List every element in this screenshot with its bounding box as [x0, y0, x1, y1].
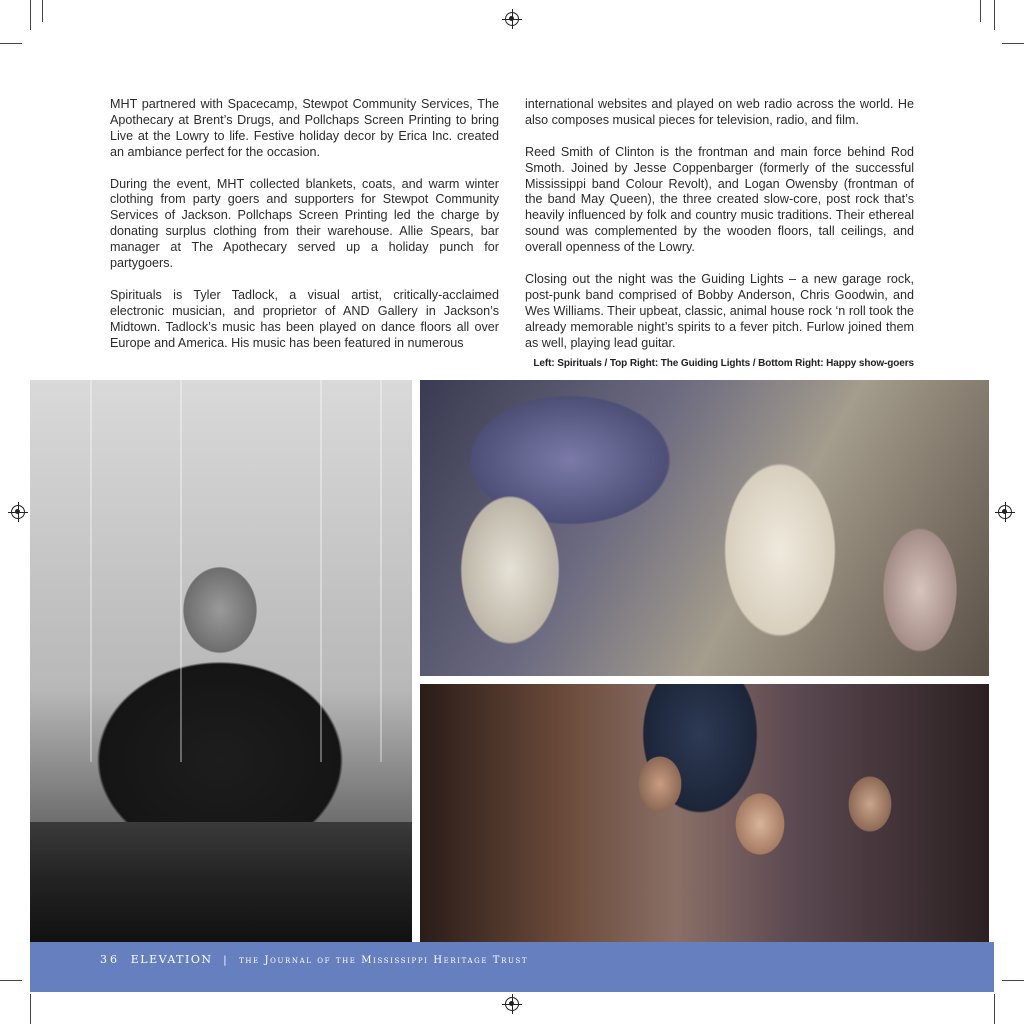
- crop-mark: [1002, 43, 1024, 44]
- footer-separator: |: [223, 955, 229, 966]
- paragraph: Closing out the night was the Guiding Lights – a new garage rock, post-punk band comprised of Bobby Anderson, Chris Goodwin, and Wes Williams. Their upbeat, classic, animal house rock ‘n roll took the already memorable night’s spirits to a fever pitch. Furlow joined them as well, playing lead guitar.: [525, 271, 914, 350]
- paragraph: During the event, MHT collected blankets, coats, and warm winter clothing from party goers and supporters for Stewpot Community Services of Jackson. Pollchaps Screen Printing led the charge by donating surplus clothing from their warehouse. Allie Spears, bar manager at The Apothecary served up a holiday punch for partygoers.: [110, 176, 499, 271]
- dj-equipment: [30, 822, 412, 942]
- photo-spirituals-dj: [30, 380, 412, 942]
- magazine-title: ELEVATION: [130, 953, 213, 966]
- paragraph: international websites and played on web radio across the world. He also composes musical pieces for television, radio, and film.: [525, 97, 914, 127]
- crop-mark: [1002, 980, 1024, 981]
- registration-mark-icon: [505, 12, 519, 26]
- photo-caption: Left: Spirituals / Top Right: The Guiding Lights / Bottom Right: Happy show-goers: [533, 358, 914, 369]
- crop-mark: [994, 994, 995, 1024]
- crop-mark: [30, 994, 31, 1024]
- crop-mark: [0, 980, 22, 981]
- journal-title: the Journal of the Mississippi Heritage Trust: [239, 955, 529, 966]
- photo-happy-show-goers: [420, 684, 989, 942]
- page-number: 36: [100, 953, 120, 966]
- registration-mark-icon: [505, 997, 519, 1011]
- crop-mark: [980, 0, 981, 22]
- registration-mark-icon: [11, 505, 25, 519]
- registration-mark-icon: [998, 505, 1012, 519]
- paragraph: MHT partnered with Spacecamp, Stewpot Community Services, The Apothecary at Brent’s Drugs, and Pollchaps Screen Printing to bring Live at the Lowry to life. Festive holiday decor by Erica Inc. created an ambiance perfect for the occasion.: [110, 97, 499, 159]
- photo-guiding-lights-band: [420, 380, 989, 676]
- crop-mark: [0, 43, 22, 44]
- paragraph: Spirituals is Tyler Tadlock, a visual artist, critically-acclaimed electronic musician, and proprietor of AND Gallery in Jackson’s Midtown. Tadlock’s music has been played on dance floors all over Europe and America. His music has been featured in numerous: [110, 287, 499, 350]
- crop-mark: [42, 0, 43, 22]
- paragraph: Reed Smith of Clinton is the frontman and main force behind Rod Smoth. Joined by Jesse Coppenbarger (formerly of the successful Mississippi band Colour Revolt), and Logan Owensby (frontman of the band May Queen), the three created slow-core, post rock that’s heavily influenced by folk and country music traditions. Their ethereal sound was complemented by the wooden floors, tall ceilings, and overall openness of the Lowry.: [525, 144, 914, 255]
- article-column-left: [110, 97, 499, 367]
- page-footer: [100, 953, 528, 966]
- article-column-right: [525, 97, 914, 367]
- crop-mark: [994, 0, 995, 30]
- footer-bar: [30, 942, 994, 992]
- crop-mark: [30, 0, 31, 30]
